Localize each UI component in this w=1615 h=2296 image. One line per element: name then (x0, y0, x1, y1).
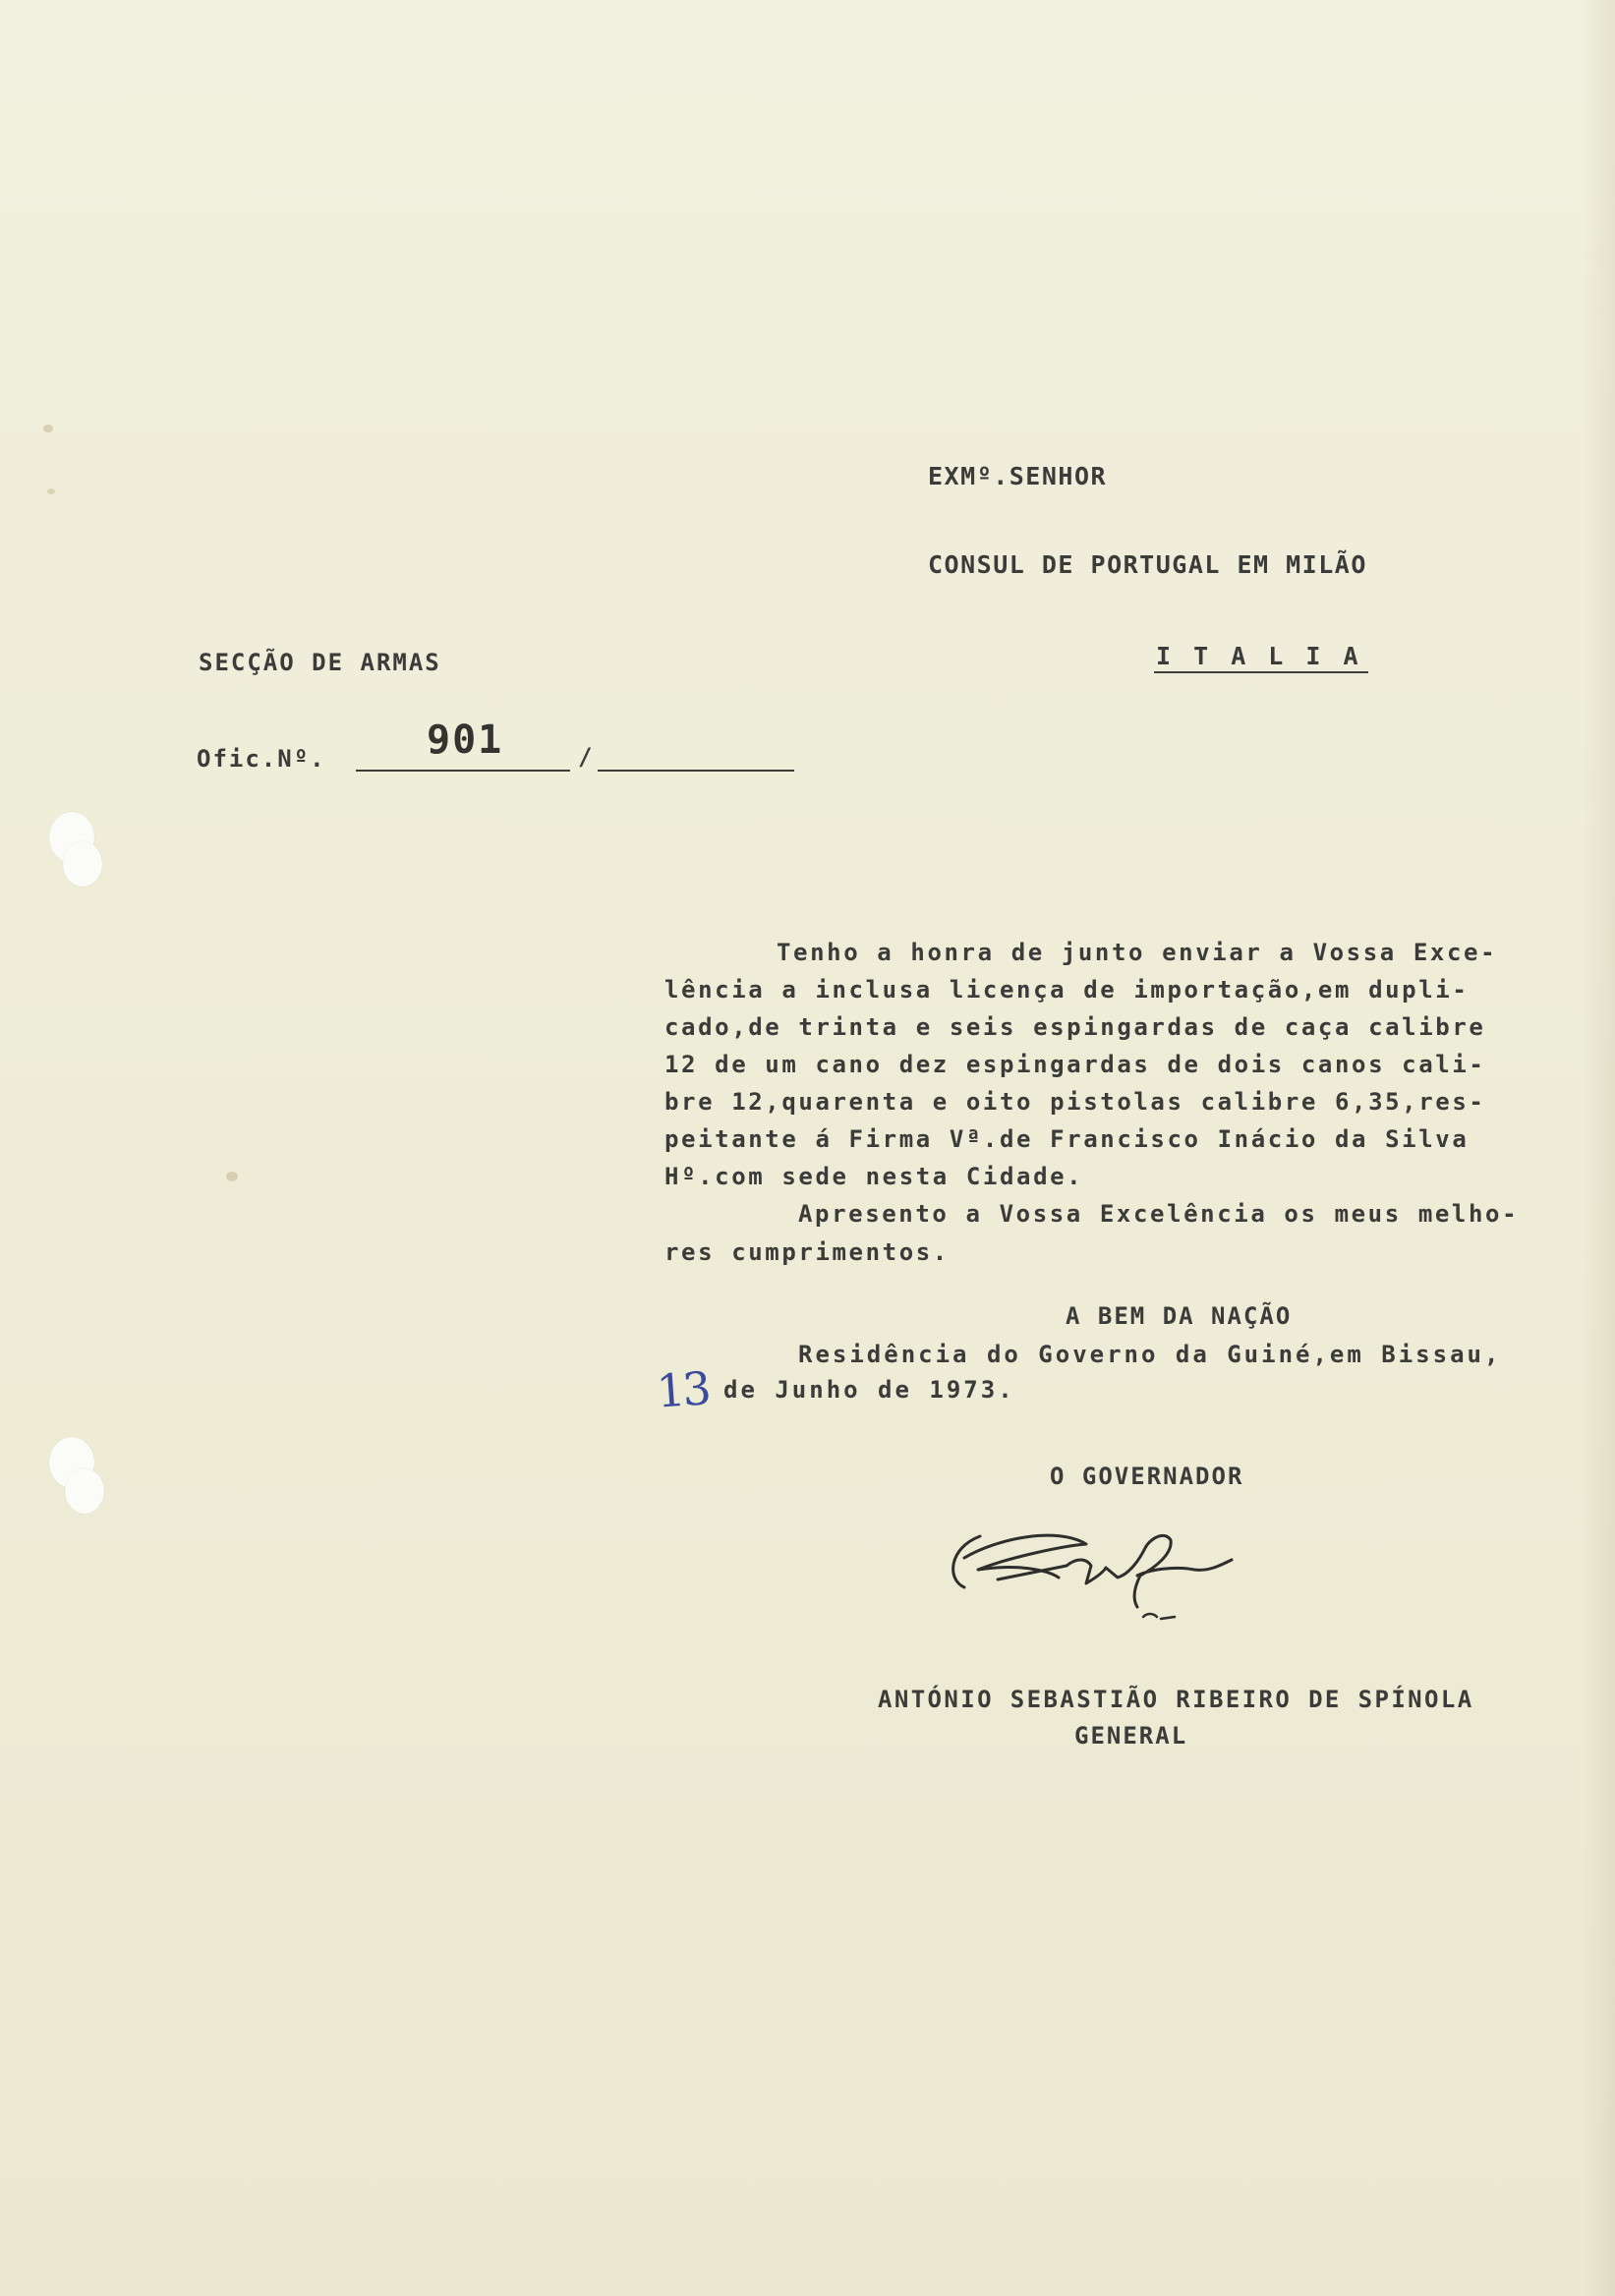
body-line: Tenho a honra de junto enviar a Vossa Exce- (777, 939, 1498, 966)
body-line: Hº.com sede nesta Cidade. (664, 1163, 1084, 1190)
paper-stain (43, 425, 53, 432)
body-line: cado,de trinta e seis espingardas de caça calibre (664, 1013, 1486, 1041)
closing-date: de Junho de 1973. (723, 1376, 1015, 1404)
punch-hole-bottom-b (65, 1468, 104, 1514)
signatory-rank: GENERAL (1074, 1722, 1188, 1750)
recipient-country: I T A L I A (1156, 642, 1362, 670)
punch-hole-top-b (63, 841, 102, 887)
recipient-title: CONSUL DE PORTUGAL EM MILÃO (928, 550, 1367, 579)
closing-motto: A BEM DA NAÇÃO (1066, 1302, 1293, 1330)
body-line: res cumprimentos. (664, 1238, 950, 1266)
country-underline (1154, 671, 1368, 673)
body-line: peitante á Firma Vª.de Francisco Inácio da Silva (664, 1125, 1470, 1153)
paper-stain (226, 1172, 238, 1181)
section-heading: SECÇÃO DE ARMAS (199, 649, 441, 676)
reference-label: Ofic.Nº. (197, 745, 326, 773)
body-line: bre 12,quarenta e oito pistolas calibre 6,35,res- (664, 1088, 1486, 1116)
signatory-role: O GOVERNADOR (1050, 1463, 1244, 1490)
reference-number-line (356, 770, 570, 772)
body-line: lência a inclusa licença de importação,em dupli- (664, 976, 1470, 1004)
reference-separator: / (578, 743, 595, 771)
reference-year-line (598, 770, 794, 772)
body-line: 12 de um cano dez espingardas de dois canos cali- (664, 1051, 1486, 1078)
paper-stain (47, 488, 55, 494)
closing-place: Residência do Governo da Guiné,em Bissau, (798, 1341, 1502, 1368)
body-line: Apresento a Vossa Excelência os meus melho- (798, 1200, 1520, 1228)
page-edge-shadow (1582, 0, 1615, 2296)
signatory-name: ANTÓNIO SEBASTIÃO RIBEIRO DE SPÍNOLA (878, 1686, 1474, 1713)
recipient-salutation: EXMº.SENHOR (928, 462, 1108, 490)
reference-number: 901 (427, 718, 504, 763)
handwritten-day: 13 (655, 1361, 711, 1418)
handwritten-signature (939, 1519, 1312, 1636)
